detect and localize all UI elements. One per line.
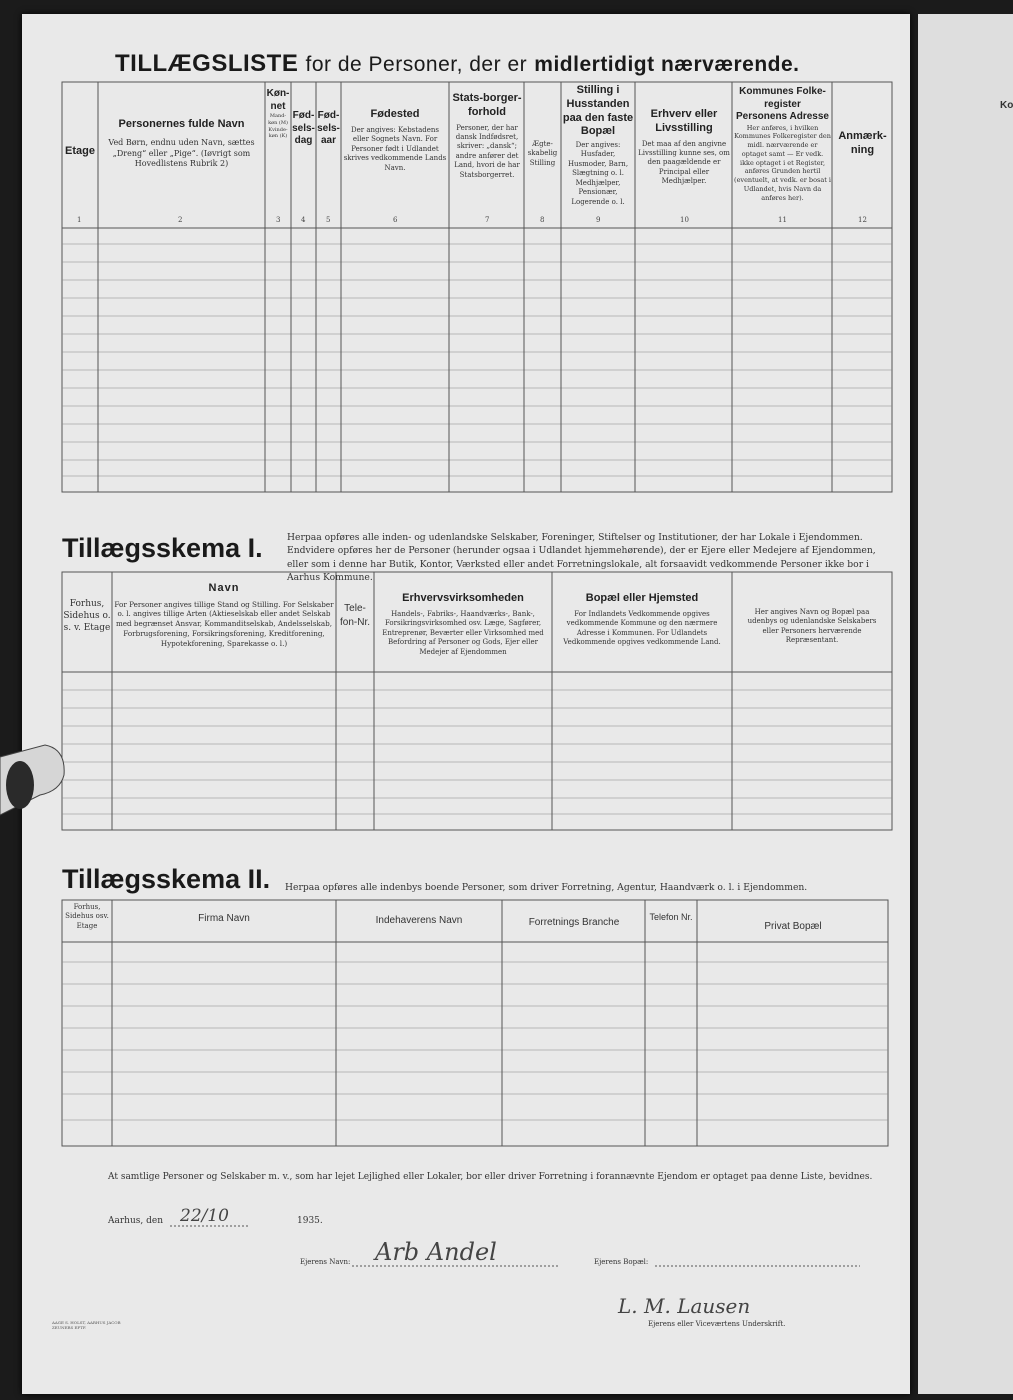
signer-label: Ejerens eller Viceværtens Underskrift. xyxy=(648,1320,786,1328)
skema2-col-bopael: Privat Bopæl xyxy=(764,921,822,932)
title-mid: for de Personer, der er xyxy=(305,53,528,76)
skema2-title: Tillægsskema II. xyxy=(62,864,271,894)
col-foedselsaar: Fød-sels-aar xyxy=(317,110,340,146)
col-foedested: Fødested Der angives: Kebstadens eller Sognets Navn. For Personer født i Udlandet skrives vedkommende Lands Navn. xyxy=(343,108,447,172)
col-num-4: 4 xyxy=(301,216,306,224)
col-statsborger: Stats-borger-forhold Personer, der har dansk Indfødsret, skriver: „dansk“; andre anfører det Land, hvori de har Statsborgerret. xyxy=(452,92,522,179)
skema2-col-telefon: Telefon Nr. xyxy=(649,912,693,922)
attestation-statement: At samtlige Personer og Selskaber m. v., som har lejet Lejlighed eller Lokaler, bor eller driver Forretning i forannævnte Ejendom er optaget paa denne Liste, bevidnes. xyxy=(108,1172,873,1182)
skema1-col-etage: Forhus, Sidehus o. s. v. Etage xyxy=(63,599,111,634)
place-label: Aarhus, den xyxy=(108,1216,163,1226)
skema1-title: Tillægsskema I. xyxy=(62,533,263,563)
col-adresse: Kommunes Folke-register Personens Adresse Her anføres, i hvilken Kommunes Folkeregister den midl. nærværende er optaget samt — Er vedk. ikke optaget i et Register, anføres Grunden hertil (eventuelt, at vedk. er bosat i Udlandet, hvis Navn da anføres her). xyxy=(734,86,831,202)
skema1-col-telefon: Tele-fon-Nr. xyxy=(339,603,370,628)
paper-clip xyxy=(0,745,64,815)
col-anmaerkning: Anmærk-ning xyxy=(838,130,887,156)
col-stilling: Stilling i Husstanden paa den faste Bopæl Der angives: Husfader, Husmoder, Barn, Slægtning o. l. Medhjælper, Pensionær, Logerende o. l. xyxy=(562,84,634,206)
col-num-3: 3 xyxy=(276,216,281,224)
col-num-7: 7 xyxy=(485,216,490,224)
signer-signature: L. M. Lausen xyxy=(618,1294,751,1318)
skema1-col-bopael: Bopæl eller Hjemsted For Indlandets Vedkommende opgives vedkommende Kommune og den nærmere Adresse i Kommunen. For Udlandets Vedkommende opgives vedkommende Land. xyxy=(563,592,721,647)
printer-imprint: AAGE S. HOLST, AARHUS JACOB ZEUNERS EFTF. xyxy=(52,1320,121,1331)
year-label: 1935. xyxy=(297,1216,323,1226)
skema2-col-branche: Forretnings Branche xyxy=(528,917,620,928)
skema2-description: Herpaa opføres alle indenbys boende Personer, som driver Forretning, Agentur, Haandværk o. l. i Ejendommen. xyxy=(285,882,808,893)
skema1-col-repraesentant: Her angives Navn og Bopæl paa udenbys og udenlandske Selskabers eller Personers herværende Repræsentant. xyxy=(747,608,877,645)
col-aegteskab: Ægte-skabelig Stilling xyxy=(527,140,558,167)
owner-signature: Arb Andel xyxy=(375,1238,497,1266)
adjacent-page-label: Ko xyxy=(1000,100,1013,111)
col-num-1: 1 xyxy=(77,216,82,224)
col-num-6: 6 xyxy=(393,216,398,224)
col-num-5: 5 xyxy=(326,216,331,224)
col-num-11: 11 xyxy=(778,216,787,224)
col-num-12: 12 xyxy=(858,216,867,224)
col-num-10: 10 xyxy=(680,216,689,224)
skema1-col-navn: Navn For Personer angives tillige Stand og Stilling. For Selskaber o. l. angives tillige Arten (Aktieselskab eller andet Selskab med begrænset Ansvar, Kommanditselskab, Andelsselskab, Forbrugsforening, Forsikringsforening, Kreditforening, Hypotekforening, Sparekasse o. l.) xyxy=(114,582,334,648)
col-koennet: Køn-net Mand-køn (M) Kvinde-køn (K) xyxy=(266,88,290,140)
col-etage: Etage xyxy=(65,145,95,157)
owner-name-label: Ejerens Navn: xyxy=(300,1258,351,1266)
skema2-col-indehaver: Indehaverens Navn xyxy=(375,915,463,926)
title-bold: midlertidigt nærværende. xyxy=(534,53,800,76)
owner-address-label: Ejerens Bopæl: xyxy=(594,1258,649,1266)
col-foedselsdag: Fød-sels-dag xyxy=(292,110,315,146)
skema2-col-etage: Forhus, Sidehus osv. Etage xyxy=(65,903,109,930)
col-num-9: 9 xyxy=(596,216,601,224)
skema1-col-erhverv: Erhvervsvirksomheden Handels-, Fabriks-, Haandværks-, Bank-, Forsikringsvirksomhed osv. Læge, Sagfører, Entreprenør, Beværter eller Virksomhed med Befordring af Personer og Gods, Ejer eller Medejer af Ejendommen xyxy=(382,592,544,656)
col-erhverv: Erhverv eller Livsstilling Det maa af den angivne Livsstilling kunne ses, om den paagældende er Principal eller Medhjælper. xyxy=(638,108,730,186)
title-main: TILLÆGSLISTE xyxy=(115,50,299,77)
form-title xyxy=(115,50,800,78)
skema1-description: Herpaa opføres alle inden- og udenlandske Selskaber, Foreninger, Stiftelser og Institutioner, der har Lokale i Ejendommen. Endvidere opføres her de Personer (herunder ogsaa i Udlandet hjemmehørende), der er Ejere eller Medejere af Ejendommen, eller som i denne har Butik, Kontor, Værksted eller andet Forretningslokale, alt forsaavidt vedkommende Personer ikke bor i Aarhus Kommune. xyxy=(287,532,876,584)
skema2-col-firma: Firma Navn xyxy=(198,913,250,924)
col-navn: Personernes fulde Navn Ved Børn, endnu uden Navn, sættes „Dreng“ eller „Pige“. (Iøvrigt som Hovedlistens Rubrik 2) xyxy=(108,118,255,169)
col-num-8: 8 xyxy=(540,216,545,224)
col-num-2: 2 xyxy=(178,216,183,224)
date-handwritten: 22/10 xyxy=(180,1206,229,1226)
